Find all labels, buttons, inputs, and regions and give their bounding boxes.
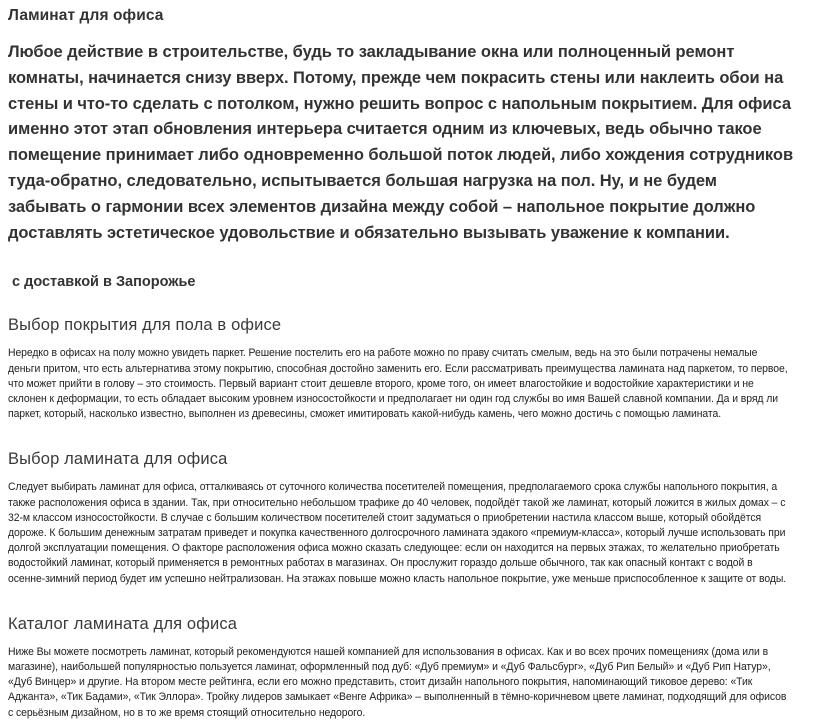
section-body-laminate-catalog: Ниже Вы можете посмотреть ламинат, который рекомендуются нашей компанией для использования в офисах. Как и во всех прочих помещениях (дома или в магазине), наибольшей популярностью пользуется ламинат, оформленный под дуб: «Дуб премиум» и «Дуб Фальсбург», «Дуб Рип Белый» и «Дуб Рип Натур», «Дуб Винцер» и другие. На втором месте рейтинга, если его можно представить, стоит дизайн напольного покрытия, напоминающий тиковое дерево: «Тик Аджанта», «Тик Бадами», «Тик Эллора». Тройку лидеров замыкает «Венге Африка» – выполненный в тёмно-коричневом цвете ламинат, подходящий для офисов с серьёзным дизайном, но в то же время стоящий относительно недорого.: [8, 645, 787, 719]
section-heading-floor-covering-choice: Выбор покрытия для пола в офисе: [8, 316, 282, 335]
page-title: Ламинат для офиса: [8, 7, 164, 24]
section-laminate-catalog: [6, 613, 809, 721]
section-heading-laminate-choice: Выбор ламината для офиса: [8, 450, 228, 469]
section-heading-laminate-catalog: Каталог ламината для офиса: [8, 614, 238, 633]
spacer: [6, 587, 809, 597]
section-body-laminate-choice: Следует выбирать ламинат для офиса, отталкиваясь от суточного количества посетителей помещения, предполагаемого срока службы напольного покрытия, а также расположения офиса в здании. Так, при относительно небольшом трафике до 40 человек, подойдёт такой же ламинат, который ложится в жилых домах – с 32-м классом износостойкости. В случае с большим количеством посетителей стоит задуматься о приобретении настила классом выше, который обойдётся дороже. К большим денежным затратам приведет и покупка качественного долгосрочного ламината эдакого «премиум-класса», который лучше использовать при долгой эксплуатации помещения. О факторе расположения офиса можно сказать следующее: если он находится на первых этажах, то желательно приобретать водостойкий ламинат, который применяется в ремонтных работах в магазинах. Он прослужит гораздо дольше обычного, так как опасный контакт с водой в осенне-зимний период будет им успешно нейтрализован. На этажах повыше можно класть напольное покрытие, уже меньше приспособленное к защите от воды.: [8, 481, 787, 585]
lead-paragraph: Любое действие в строительстве, будь то закладывание окна или полноценный ремонт комнаты, начинается снизу вверх. Потому, прежде чем покрасить стены или наклеить обои на стены и что-то сделать с потолком, нужно решить вопрос с напольным покрытием. Для офиса именно этот этап обновления интерьера считается одним из ключевых, ведь обычно такое помещение принимает либо одновременно большой поток людей, либо хождения сотрудников туда-обратно, следовательно, испытывается большая нагрузка на пол. Ну, и не будем забывать о гармонии всех элементов дизайна между собой – напольное покрытие должно доставлять эстетическое удовольствие и обязательно вызывать уважение к компании.: [8, 43, 794, 242]
spacer: [6, 292, 809, 298]
section-laminate-choice: [6, 448, 809, 586]
section-floor-covering-choice: [6, 314, 809, 422]
section-body-floor-covering-choice: Нередко в офисах на полу можно увидеть паркет. Решение постелить его на работе можно по праву считать смелым, ведь на это были потрачены немалые деньги притом, что есть альтернатива этому покрытию, способная достойно заменить его. Если рассматривать преимущества ламината над паркетом, то первое, что может прийти в голову – это стоимость. Первый вариант стоит дешевле второго, кроме того, он имеет влагостойкие и водостойкие характеристики и не склонен к деформации, то есть обладает высоким уровнем износостойкости и предполагает ни один год службы во имя Вашей славной компании. Да и вряд ли паркет, который, насколько известно, выполнен из древесины, сможет имитировать какой-нибудь камень, чего можно достичь с помощью ламината.: [8, 347, 788, 421]
delivery-subtitle: с доставкой в Запорожье: [8, 274, 196, 291]
spacer: [6, 422, 809, 432]
